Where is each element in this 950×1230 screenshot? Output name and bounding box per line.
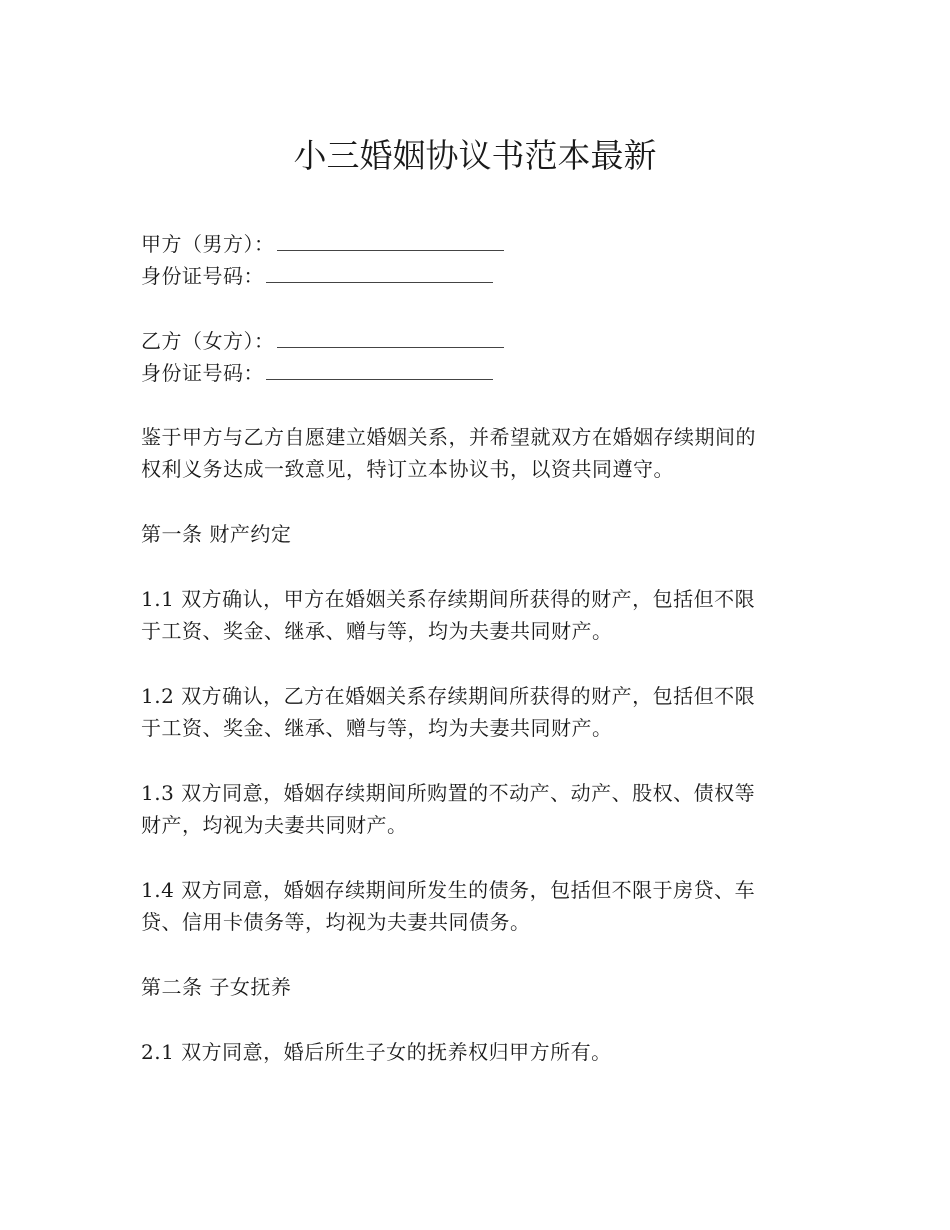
preamble-line: 鉴于甲方与乙方自愿建立婚姻关系，并希望就双方在婚姻存续期间的	[141, 425, 756, 449]
clause-line: 1.3 双方同意，婚姻存续期间所购置的不动产、动产、股权、债权等	[141, 781, 756, 805]
clause-line: 于工资、奖金、继承、赠与等，均为夫妻共同财产。	[141, 716, 613, 740]
document-title: 小三婚姻协议书范本最新	[293, 136, 657, 175]
clause-line: 1.4 双方同意，婚姻存续期间所发生的债务，包括但不限于房贷、车	[141, 878, 756, 902]
clause-line: 于工资、奖金、继承、赠与等，均为夫妻共同财产。	[141, 619, 613, 643]
party-b-id-label: 身份证号码：	[141, 361, 264, 385]
party-a-label: 甲方（男方）：	[141, 232, 275, 256]
party-b-id-field[interactable]	[266, 357, 493, 380]
party-a-row	[141, 228, 504, 260]
clause-line: 财产，均视为夫妻共同财产。	[141, 813, 408, 837]
clause-line: 2.1 双方同意，婚后所生子女的抚养权归甲方所有。	[141, 1040, 612, 1064]
clause-line: 贷、信用卡债务等，均视为夫妻共同债务。	[141, 910, 531, 934]
party-a-id-field[interactable]	[266, 260, 493, 283]
preamble-line: 权利义务达成一致意见，特订立本协议书，以资共同遵守。	[141, 457, 674, 481]
party-a-name-field[interactable]	[277, 228, 504, 251]
party-b-name-field[interactable]	[277, 325, 504, 348]
article-heading: 第二条 子女抚养	[141, 975, 292, 999]
party-b-row	[141, 325, 504, 357]
clause-line: 1.1 双方确认，甲方在婚姻关系存续期间所获得的财产，包括但不限	[141, 587, 756, 611]
party-b-label: 乙方（女方）：	[141, 329, 275, 353]
clause-line: 1.2 双方确认，乙方在婚姻关系存续期间所获得的财产，包括但不限	[141, 684, 756, 708]
party-b-id-row	[141, 357, 493, 389]
party-a-id-row	[141, 260, 493, 292]
party-a-id-label: 身份证号码：	[141, 264, 264, 288]
article-heading: 第一条 财产约定	[141, 522, 292, 546]
